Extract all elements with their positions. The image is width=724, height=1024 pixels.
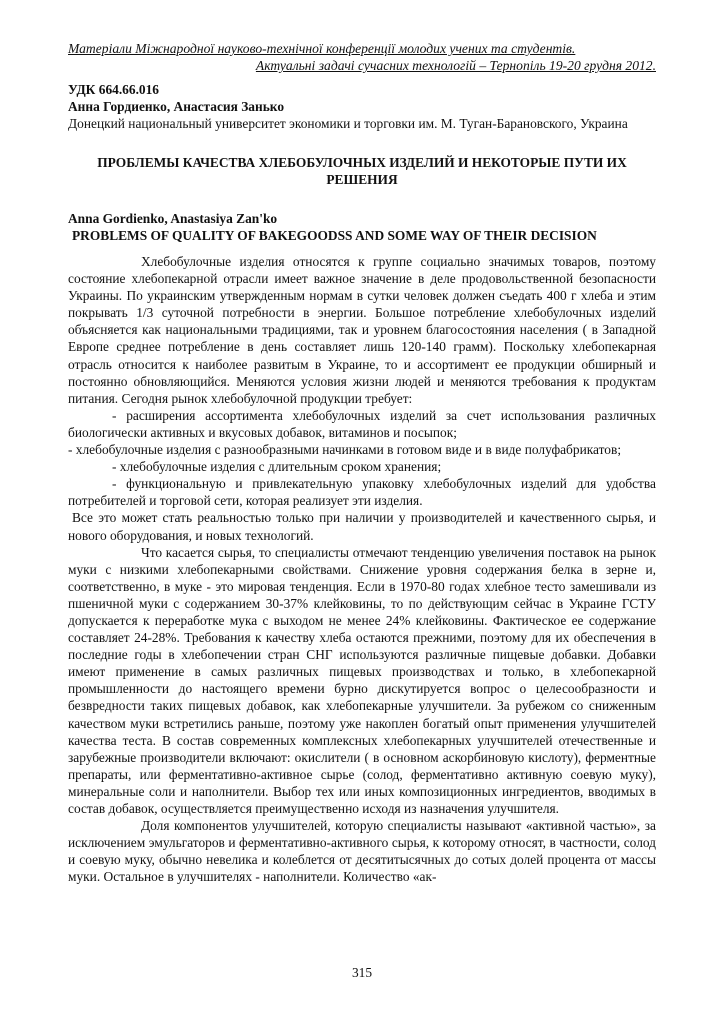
conference-header-line2: Актуальні задачі сучасних технологій – Тернопіль 19-20 грудня 2012.	[255, 58, 656, 73]
list-item: - хлебобулочные изделия с длительным сроком хранения;	[112, 459, 442, 475]
paragraph: Что касается сырья, то специалисты отмечают тенденцию увеличения поставок на рынок муки с низкими хлебопекарными свойствами. Снижение уровня содержания белка в зерне и, соответственно, в муке - это мировая тенденция. Если в 1970-80 годах хлебное тесто замешивали из пшеничной муки с содержанием 30-37% клейковины, то по действующим сейчас в Украине ГСТУ допускается к переработке мука с выходом не менее 24% клейковины. Фактическое ее содержание составляет 24-28%. Требования к качеству хлеба остаются прежними, поэтому для их обеспечения в последние годы в хлебопечении стран СНГ используются различные пищевые добавки. Добавки имеют применение в самых различных пищевых производствах и только, в хлебопекарной промышленности до настоящего времени бурно дискутируется вопрос о целесообразности и безвредности таких пищевых добавок, как хлебопекарные улучшители. За рубежом со сниженным качеством муки встретились раньше, поэтому уже накоплен богатый опыт применения улучшителей качества теста. В состав современных комплексных хлебопекарных улучшителей отечественные и зарубежные производители включают: окислители ( в основном аскорбиновую кислоту), ферментные препараты, или ферментативно-активное сырье (солод, ферментативно активную соевую муку), минеральные соли и наполнители. Выбор тех или иных композиционных ингредиентов, вводимых в состав добавок, осуществляется преимущественно исходя из назначения улучшителя.	[68, 544, 656, 816]
list-item: - функциональную и привлекательную упаковку хлебобулочных изделий для удобства потребителей и торговой сети, которая реализует эти изделия.	[68, 476, 656, 509]
conference-header-line1: Матеріали Міжнародної науково-технічної конференції молодих учених та студентів.	[68, 41, 576, 56]
authors-ru: Анна Гордиенко, Анастасия Занько	[68, 99, 285, 114]
list-item: - расширения ассортимента хлебобулочных изделий за счет использования различных биологически активных и вкусовых добавок, витаминов и посыпок;	[68, 407, 656, 440]
paragraph: Все это может стать реальностью только при наличии у производителей и качественного сырья, и нового оборудования, и новых технологий.	[68, 510, 656, 543]
authors-en: Anna Gordienko, Anastasiya Zan'ko	[68, 211, 278, 226]
paragraph: Доля компонентов улучшителей, которую специалисты называют «активной частью», за исключением эмульгаторов и ферментативно-активного сырья, к которому относят, в частности, солод и соевую муку, обычно невелика и колеблется от десятитысячных до сотых долей процента от массы муки. Остальное в улучшителях - наполнители. Количество «ак-	[68, 818, 656, 885]
title-ru: ПРОБЛЕМЫ КАЧЕСТВА ХЛЕБОБУЛОЧНЫХ ИЗДЕЛИЙ И НЕКОТОРЫЕ ПУТИ ИХ РЕШЕНИЯ	[97, 155, 627, 187]
list-item: - хлебобулочные изделия с разнообразными начинками в готовом виде и в виде полуфабрикатов;	[68, 442, 622, 458]
title-en: PROBLEMS OF QUALITY OF BAKEGOODSS AND SOME WAY OF THEIR DECISION	[72, 228, 597, 243]
affiliation: Донецкий национальный университет экономики и торговки им. М. Туган-Барановского, Украина	[68, 116, 628, 131]
udk-code: УДК 664.66.016	[68, 82, 160, 97]
page-number: 315	[351, 965, 373, 980]
article-body	[68, 253, 656, 885]
document-page	[68, 40, 656, 885]
paragraph: Хлебобулочные изделия относятся к группе социально значимых товаров, поэтому состояние хлебопекарной отрасли имеет важное значение в деле продовольственной безопасности Украины. По украинским утвержденным нормам в сутки человек должен съедать 400 г хлеба и этим покрывать 1/3 суточной потребности в энергии. Большое потребление хлебобулочных изделий объясняется как национальными традициями, так и уровнем благосостояния населения ( в Западной Европе среднее потребление в день составляет лишь 120-140 грамм). Поскольку хлебопекарная отрасль относится к наиболее развитым в Украине, то и ассортимент ее продукции обширный и постоянно обновляющийся. Меняются условия жизни людей и меняются требования к продуктам питания. Сегодня рынок хлебобулочной продукции требует:	[68, 254, 656, 406]
